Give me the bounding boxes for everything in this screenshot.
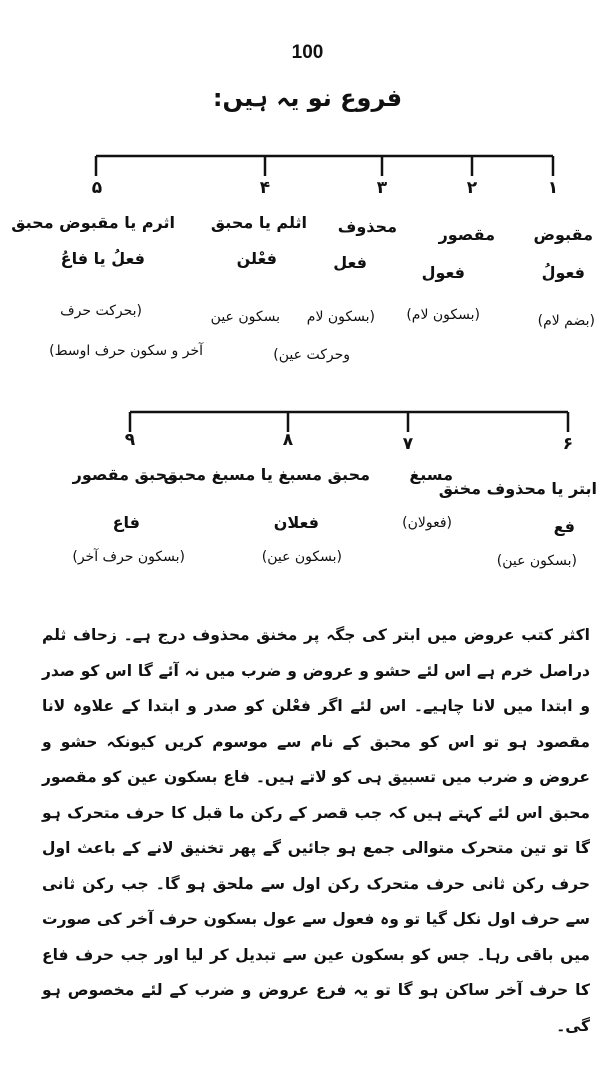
page-number: 100 <box>291 42 324 63</box>
tree1-note-4: بسکون عین <box>210 309 280 325</box>
tree1-number-4: ۴ <box>259 178 271 198</box>
tree2-number-9: ۹ <box>124 430 136 450</box>
tree1-name-4: اثلم یا محبق <box>210 213 307 232</box>
tree1-note-2: (بسکون لام) <box>406 307 480 323</box>
tree2-number-7: ۷ <box>402 434 414 454</box>
tree1-note-5a: (بحرکت حرف <box>60 303 142 319</box>
tree2-number-6: ۶ <box>562 434 574 454</box>
tree2-note-6: (بسکون عین) <box>496 553 577 569</box>
tree1-note-1: (بضم لام) <box>537 313 595 329</box>
tree2-weight-9: فاع <box>112 513 140 532</box>
tree2-name-9: محبق مقصور <box>72 465 177 484</box>
tree2-weight-7: (فعولان) <box>402 515 452 531</box>
tree1-weight-1: فعولُ <box>541 263 585 282</box>
tree1-number-2: ۲ <box>466 178 478 198</box>
tree2-note-8: (بسکون عین) <box>261 549 342 565</box>
tree1-note-5b: آخر و سکون حرف اوسط) <box>49 343 203 359</box>
tree1-name-1: مقبوض <box>533 225 593 244</box>
tree1-weight-2: فعول <box>421 263 465 282</box>
tree2-weight-6: فع <box>553 517 575 536</box>
tree1-note-3b: وحرکت عین) <box>273 347 350 363</box>
tree1-weight-4: فعْلن <box>236 249 277 268</box>
tree1-number-3: ۳ <box>376 178 388 198</box>
tree2-name-7: مسبغ <box>409 465 453 484</box>
tree2-name-6: ابتر یا محذوف مخنق <box>438 479 597 498</box>
tree2-note-9: (بسکون حرف آخر) <box>72 549 185 565</box>
page-title: فروع نو یہ ہیں: <box>212 84 403 112</box>
tree1-weight-5: فعلُ یا فاعُ <box>60 249 145 268</box>
tree1-name-3: محذوف <box>337 217 397 236</box>
tree1-number-5: ۵ <box>91 178 103 198</box>
body-paragraph <box>42 618 590 1044</box>
tree2-weight-8: فعلان <box>273 513 319 532</box>
tree1-note-3a: (بسکون لام <box>306 309 375 325</box>
tree1-weight-3: فعل <box>333 253 367 272</box>
tree2-number-8: ۸ <box>282 430 294 450</box>
tree2-name-8: محبق مسبغ یا مسبغ محبق <box>163 465 370 484</box>
tree1-number-1: ۱ <box>547 178 559 198</box>
tree1-name-5: اثرم یا مقبوض محبق <box>11 213 175 232</box>
tree1-name-2: مقصور <box>438 225 495 244</box>
paragraph-text: اکثر کتب عروض میں ابتر کی جگہ پر مخنق محذوف درج ہے۔ زحاف ثلم دراصل خرم ہے اس لئے حشو و عروض و ضرب میں نہ آئے گا اس کو صدر و ابتدا میں لانا چاہیے۔ اس لئے اگر فعْلن کو صدر و ابتدا کے علاوہ لانا مقصود ہو تو اس کو محبق کے نام سے موسوم کریں کیونکہ حشو و عروض و ضرب میں تسبیق ہی کو لاتے ہیں۔ فاع بسکون عین کو مقصور محبق اس لئے کہتے ہیں کہ جب قصر کے رکن ما قبل کا حرف متحرک ہو گا تو تین متحرک متوالی جمع ہو جائیں گے پھر تخنیق لانے کے باعث اول حرف رکن ثانی حرف متحرک رکن اول سے ملحق ہو گا۔ جب رکن ثانی سے حرف اول نکل گیا تو وہ فعول سے عول بسکون حرف آخر کی صورت میں باقی رہا۔ جس کو بسکون عین سے تبدیل کر لیا اور جب حرف فاع کا حرف آخر ساکن ہو گا تو یہ فرع عروض و ضرب کے لئے مخصوص ہو گی۔ <box>42 626 590 1035</box>
